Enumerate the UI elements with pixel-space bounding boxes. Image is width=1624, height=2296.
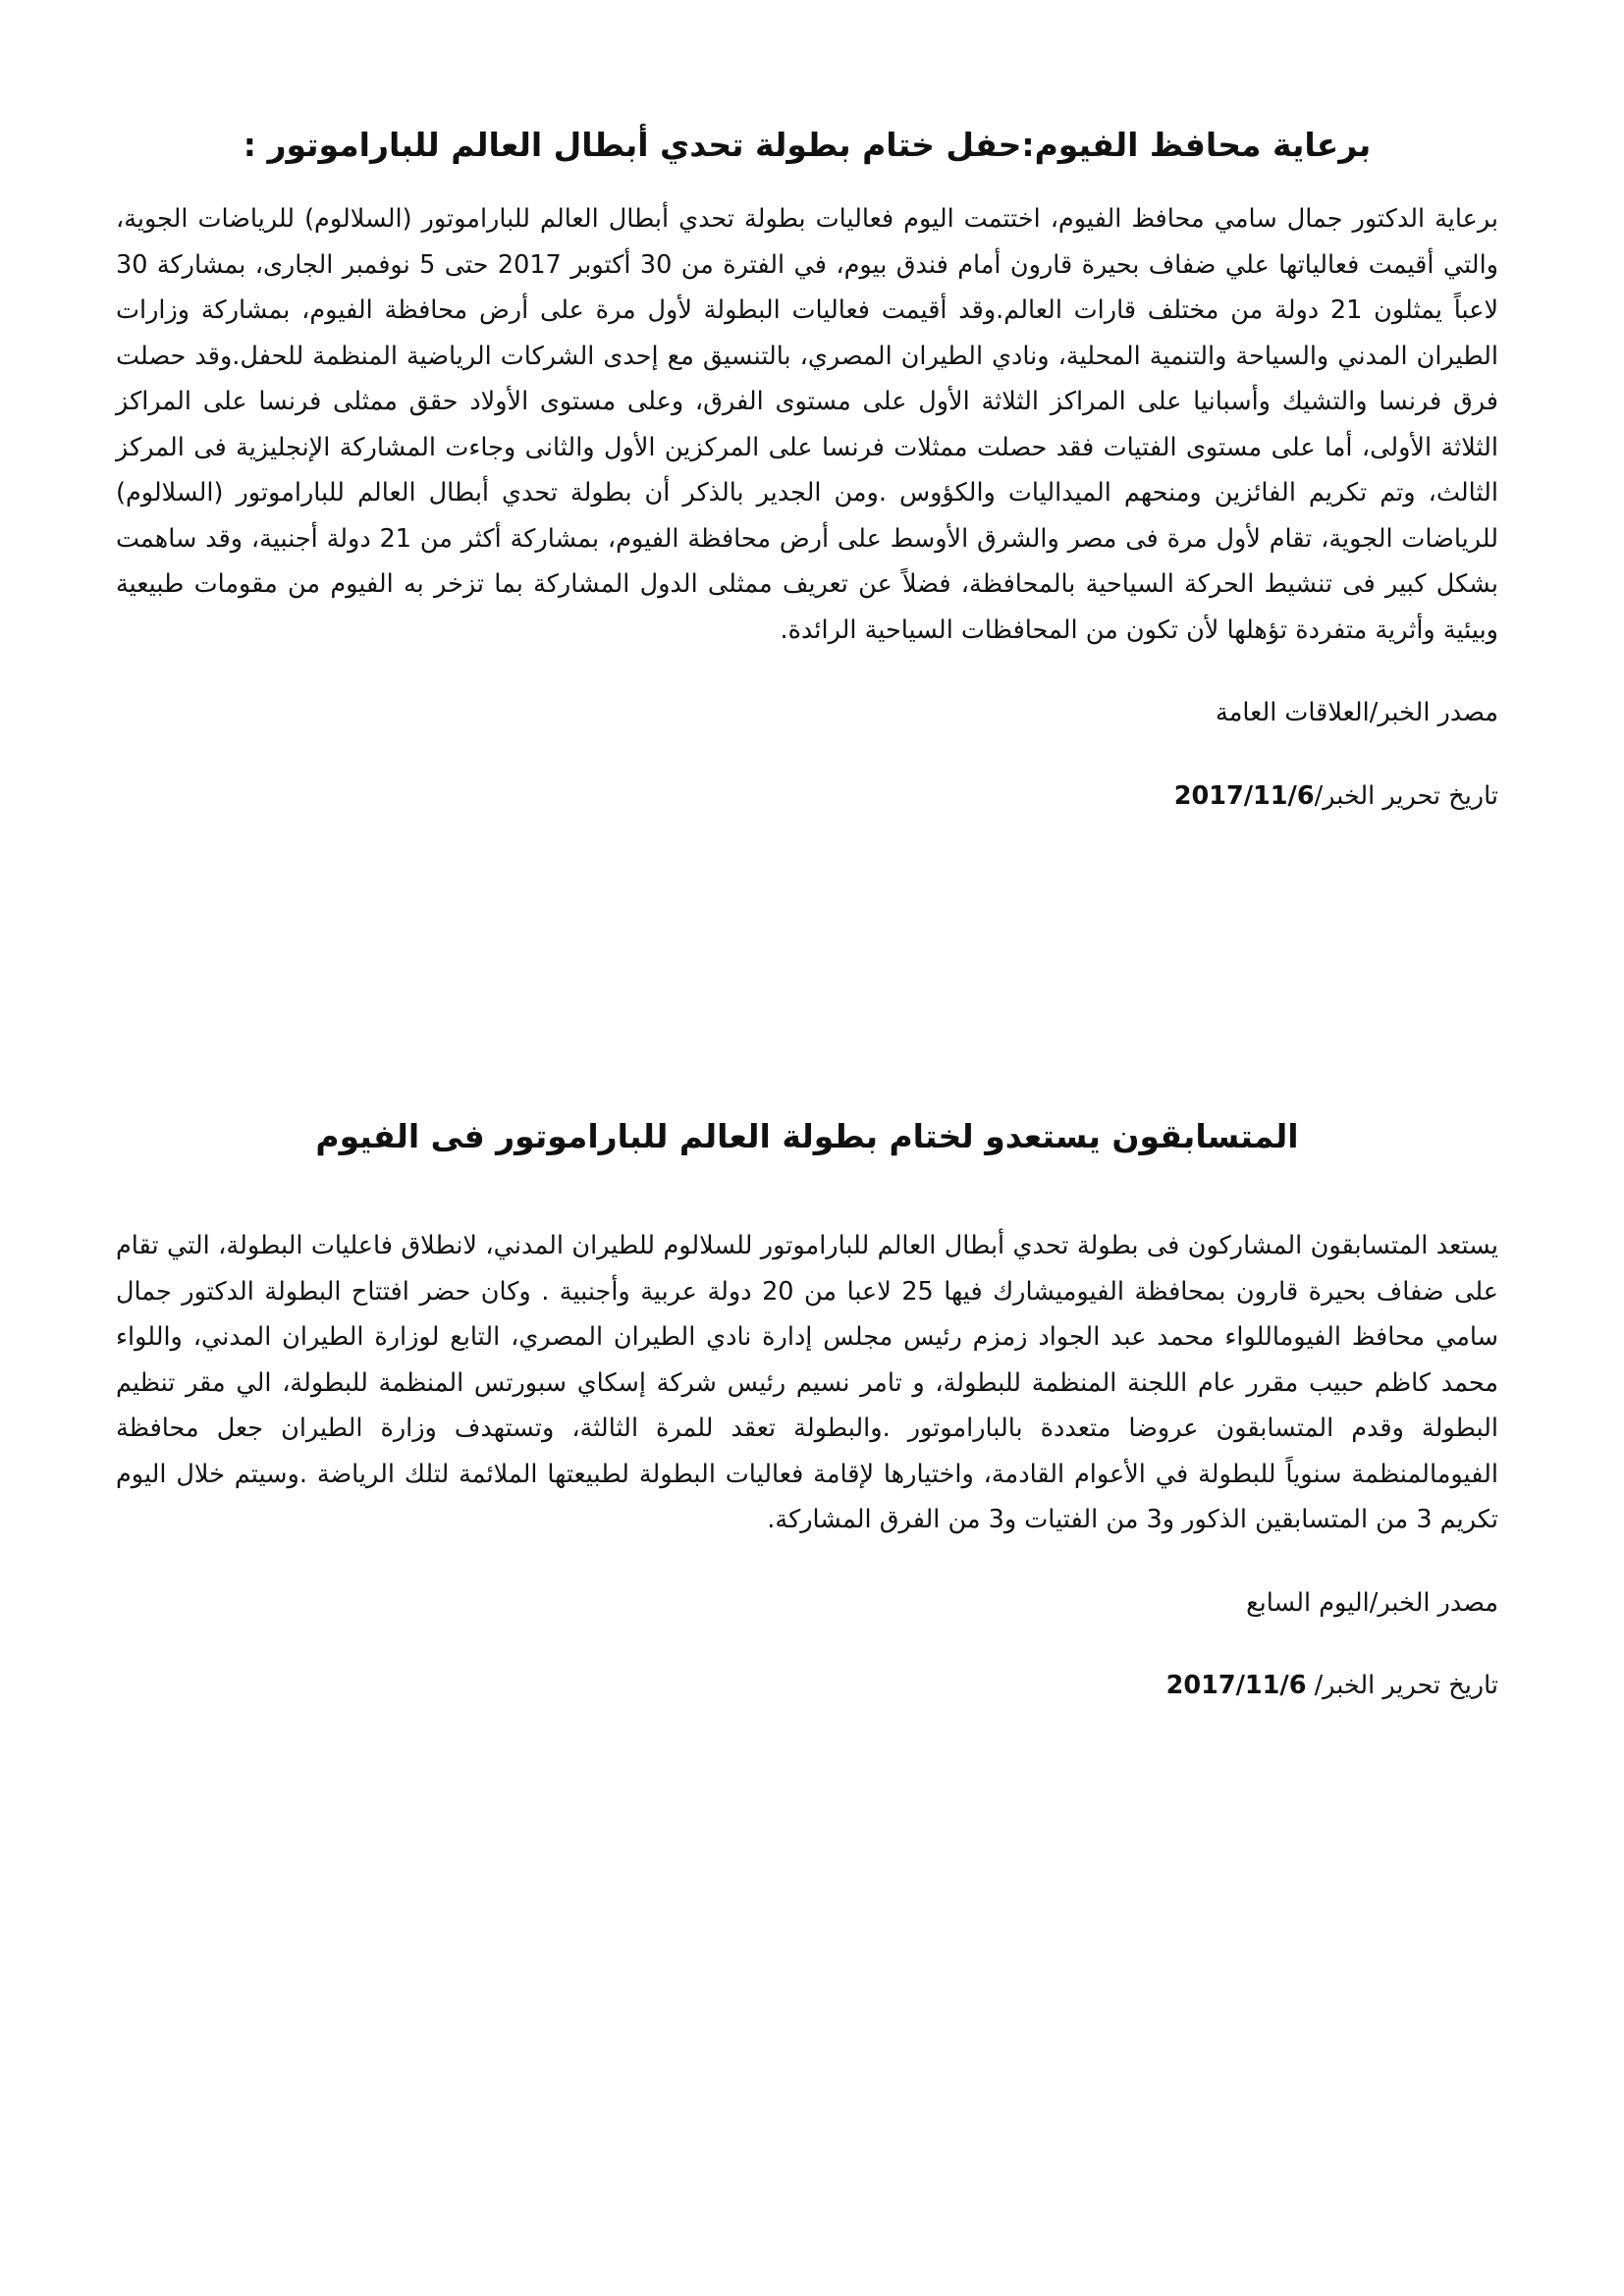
- article-date-line: [116, 1663, 1498, 1709]
- article-date-label: تاريخ تحرير الخبر/: [1314, 780, 1498, 811]
- article-contestants-prepare: [116, 1107, 1498, 1709]
- article-date-value: 2017/11/6: [1165, 1671, 1307, 1700]
- article-date-label: تاريخ تحرير الخبر/: [1306, 1671, 1498, 1700]
- article-source: مصدر الخبر/العلاقات العامة: [1216, 698, 1498, 727]
- article-body: برعاية الدكتور جمال سامي محافظ الفيوم، اختتمت اليوم فعاليات بطولة تحدي أبطال العالم للباراموتور (السلالوم) للرياضات الجوية، والتي أقيمت فعالياتها علي ضفاف بحيرة قارون أمام فندق بيوم، في الفترة من 30 أكتوبر 2017 حتى 5 نوفمبر الجارى، بمشاركة 30 لاعباً يمثلون 21 دولة من مختلف قارات العالم.وقد أقيمت فعاليات البطولة لأول مرة على أرض محافظة الفيوم، بمشاركة وزارات الطيران المدني والسياحة والتنمية المحلية، ونادي الطيران المصري، بالتنسيق مع إحدى الشركات الرياضية المنظمة للحفل.وقد حصلت فرق فرنسا والتشيك وأسبانيا على المراكز الثلاثة الأول على مستوى الفرق، وعلى مستوى الأولاد حقق ممثلى فرنسا على المراكز الثلاثة الأولى، أما على مستوى الفتيات فقد حصلت ممثلات فرنسا على المركزين الأول والثانى وجاءت المشاركة الإنجليزية فى المركز الثالث، وتم تكريم الفائزين ومنحهم الميداليات والكؤوس .ومن الجدير بالذكر أن بطولة تحدي أبطال العالم للباراموتور (السلالوم) للرياضات الجوية، تقام لأول مرة فى مصر والشرق الأوسط على أرض محافظة الفيوم، بمشاركة أكثر من 21 دولة أجنبية، وقد ساهمت بشكل كبير فى تنشيط الحركة السياحية بالمحافظة، فضلاً عن تعريف ممثلى الدول المشاركة بما تزخر به الفيوم من مقومات طبيعية وبيئية وأثرية متفردة تؤهلها لأن تكون من المحافظات السياحية الرائدة.: [116, 204, 1499, 645]
- article-body: يستعد المتسابقون المشاركون فى بطولة تحدي أبطال العالم للباراموتور للسلالوم للطيران المدني، لانطلاق فاعليات البطولة، التي تقام على ضفاف بحيرة قارون بمحافظة الفيوميشارك فيها 25 لاعبا من 20 دولة عربية وأجنبية . وكان حضر افتتاح البطولة الدكتور جمال سامي محافظ الفيوماللواء محمد عبد الجواد زمزم رئيس مجلس إدارة نادي الطيران المصري، التابع لوزارة الطيران المدني، واللواء محمد كاظم حبيب مقرر عام اللجنة المنظمة للبطولة، و تامر نسيم رئيس شركة إسكاي سبورتس المنظمة للبطولة، الي مقر تنظيم البطولة وقدم المتسابقون عروضا متعددة بالباراموتور .والبطولة تعقد للمرة الثالثة، وتستهدف وزارة الطيران جعل محافظة الفيومالمنظمة سنوياً للبطولة في الأعوام القادمة، واختيارها لإقامة فعاليات البطولة لطبيعتها الملائمة لتلك الرياضة .وسيتم خلال اليوم تكريم 3 من المتسابقين الذكور و3 من الفتيات و3 من الفرق المشاركة.: [116, 1231, 1498, 1534]
- article-source: مصدر الخبر/اليوم السابع: [1246, 1587, 1498, 1618]
- article-paramotor-closing-ceremony: [116, 116, 1498, 819]
- article-date-value: 2017/11/6: [1173, 780, 1315, 811]
- article-title: المتسابقون يستعدو لختام بطولة العالم للباراموتور فى الفيوم: [315, 1117, 1299, 1155]
- article-title: برعاية محافظ الفيوم:حفل ختام بطولة تحدي أبطال العالم للباراموتور :: [243, 126, 1372, 164]
- article-date-line: [116, 774, 1498, 820]
